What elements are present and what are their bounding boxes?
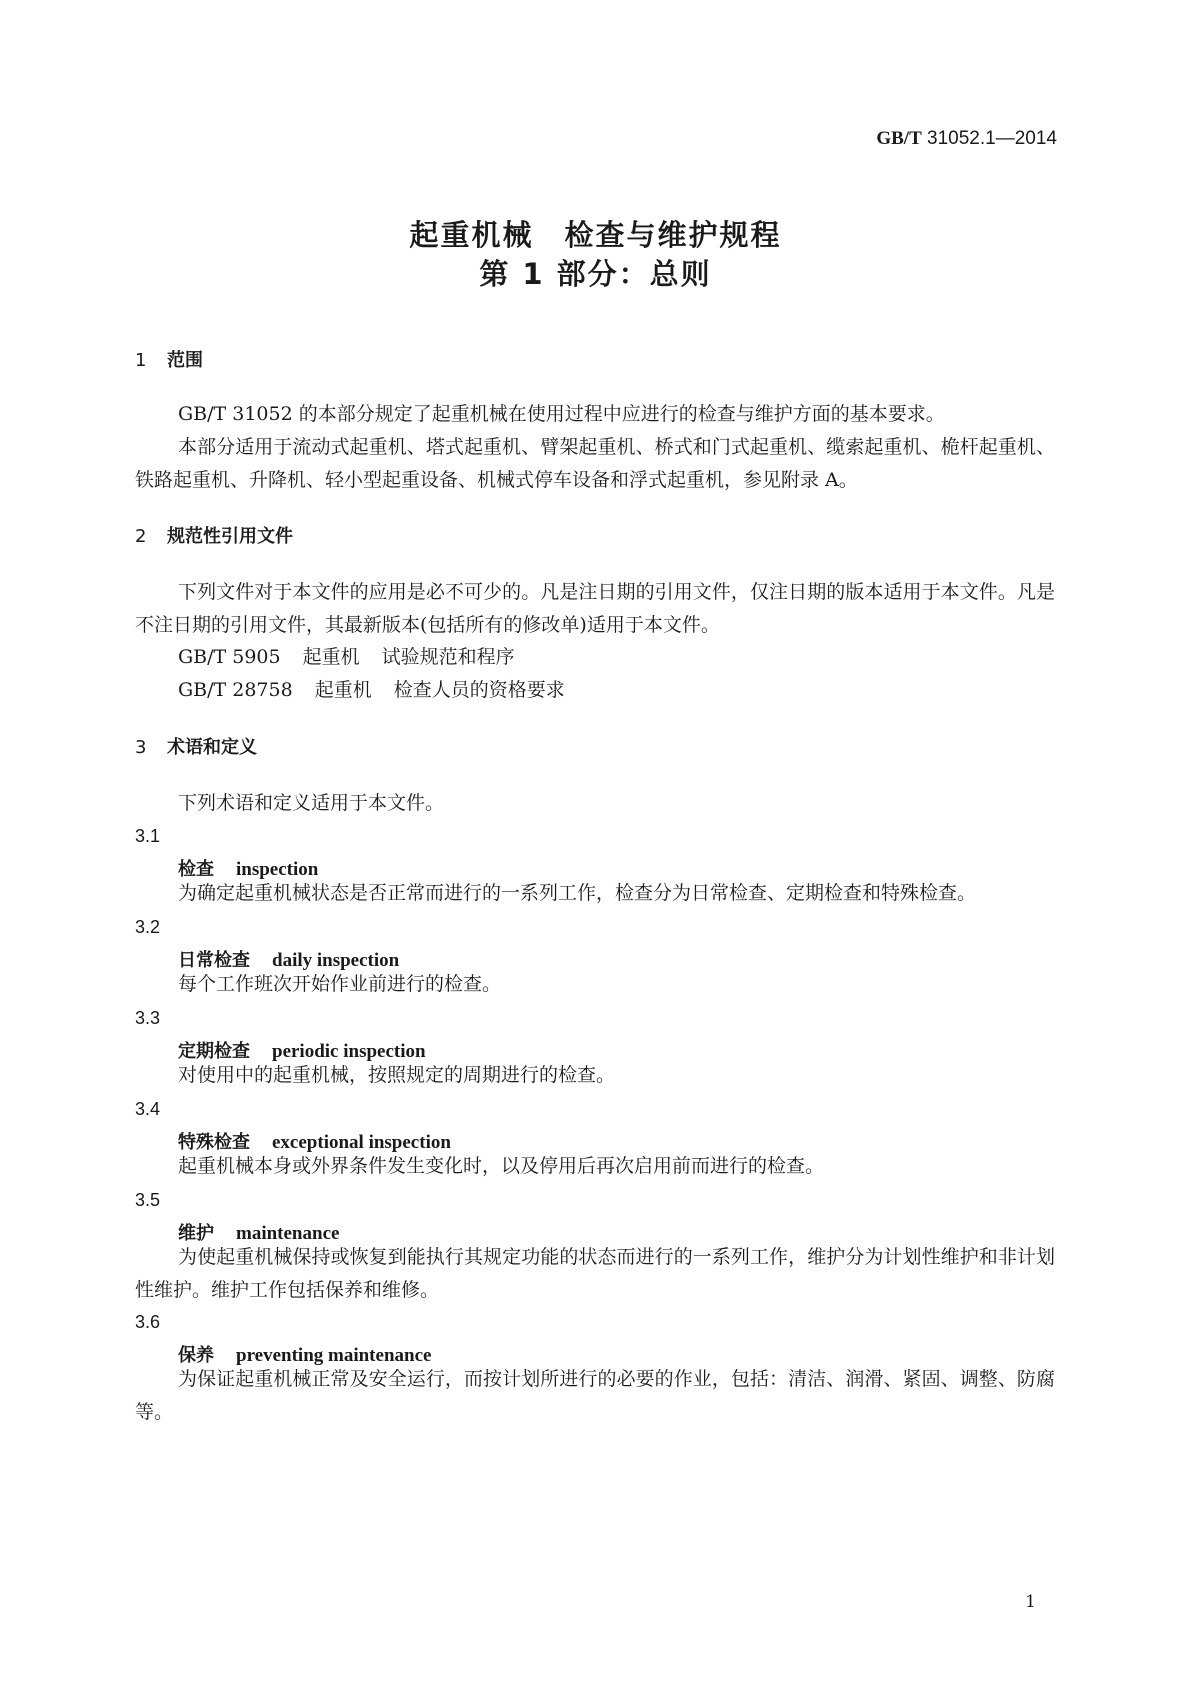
standard-code: GB/T 31052.1—2014 xyxy=(876,128,1057,149)
section-heading-1: 1 范围 xyxy=(135,350,203,371)
term-title: 日常检查 daily inspection xyxy=(178,950,400,971)
term-number: 3.4 xyxy=(135,1099,161,1119)
section-heading-3: 3 术语和定义 xyxy=(135,737,257,758)
term-definition: 起重机械本身或外界条件发生变化时，以及停用后再次启用前而进行的检查。 xyxy=(178,1155,825,1177)
term-definition: 每个工作班次开始作业前进行的检查。 xyxy=(178,973,502,995)
term-definition: 为确定起重机械状态是否正常而进行的一系列工作，检查分为日常检查、定期检查和特殊检查。 xyxy=(178,882,977,904)
term-definition: 为保证起重机械正常及安全运行，而按计划所进行的必要的作业，包括：清洁、润滑、紧固、调整、防腐等。 xyxy=(135,1368,1055,1423)
paragraph: GB/T 31052 的本部分规定了起重机械在使用过程中应进行的检查与维护方面的基本要求。 xyxy=(178,403,945,425)
term-title: 定期检查 periodic inspection xyxy=(178,1041,426,1062)
paragraph: 本部分适用于流动式起重机、塔式起重机、臂架起重机、桥式和门式起重机、缆索起重机、桅杆起重机、铁路起重机、升降机、轻小型起重设备、机械式停车设备和浮式起重机，参见附录 A。 xyxy=(135,436,1055,491)
normative-reference: GB/T 28758 起重机 检查人员的资格要求 xyxy=(178,679,565,701)
page-number: 1 xyxy=(1025,1592,1036,1612)
term-title: 特殊检查 exceptional inspection xyxy=(178,1132,451,1153)
document-subtitle: 第 1 部分：总则 xyxy=(479,257,712,291)
term-number: 3.2 xyxy=(135,917,161,937)
term-number: 3.1 xyxy=(135,826,161,846)
term-title: 检查 inspection xyxy=(178,859,319,880)
term-number: 3.3 xyxy=(135,1008,161,1028)
term-number: 3.6 xyxy=(135,1312,161,1332)
paragraph: 下列文件对于本文件的应用是必不可少的。凡是注日期的引用文件，仅注日期的版本适用于本文件。凡是不注日期的引用文件，其最新版本(包括所有的修改单)适用于本文件。 xyxy=(135,581,1055,636)
document-title: 起重机械 检查与维护规程 xyxy=(409,218,782,252)
term-title: 保养 preventing maintenance xyxy=(178,1345,432,1366)
term-definition: 对使用中的起重机械，按照规定的周期进行的检查。 xyxy=(178,1064,616,1086)
section-heading-2: 2 规范性引用文件 xyxy=(135,526,293,547)
term-number: 3.5 xyxy=(135,1190,161,1210)
normative-reference: GB/T 5905 起重机 试验规范和程序 xyxy=(178,646,515,668)
term-definition: 为使起重机械保持或恢复到能执行其规定功能的状态而进行的一系列工作，维护分为计划性维护和非计划性维护。维护工作包括保养和维修。 xyxy=(135,1246,1055,1301)
term-title: 维护 maintenance xyxy=(178,1223,340,1244)
paragraph: 下列术语和定义适用于本文件。 xyxy=(178,792,445,814)
